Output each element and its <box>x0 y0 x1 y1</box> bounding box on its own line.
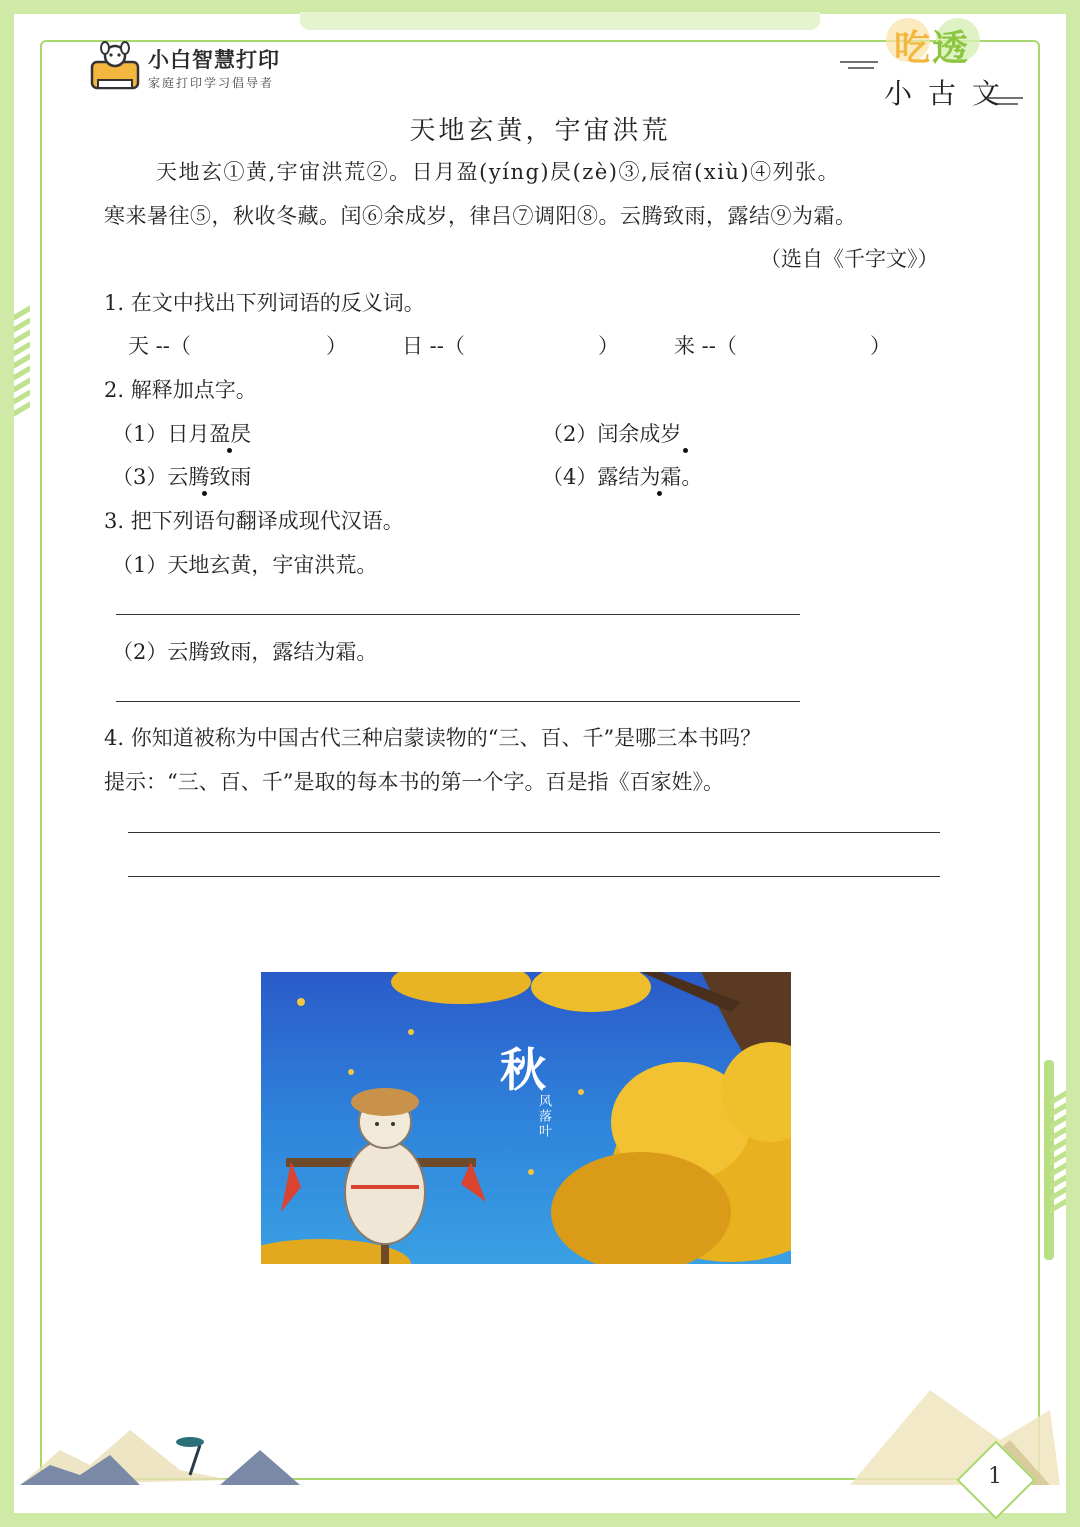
q2-item-4: （4）露结为霜。 <box>542 465 703 489</box>
logo-subtitle: 家庭打印学习倡导者 <box>148 75 275 90</box>
answer-line <box>128 832 940 833</box>
answer-line <box>128 876 940 877</box>
illustration-subtitle: 风落叶 <box>536 1094 551 1139</box>
autumn-illustration <box>261 972 791 1264</box>
emphasis-dot <box>683 448 688 453</box>
passage-line-1: 天地玄①黄,宇宙洪荒②。日月盈(yíng)昃(zè)③,辰宿(xiù)④列张。 <box>156 160 841 184</box>
brand-subtitle: 小古文 <box>884 77 1017 110</box>
q4-prompt: 4. 你知道被称为中国古代三种启蒙读物的“三、百、千”是哪三本书吗？ <box>104 726 762 750</box>
q3-prompt: 3. 把下列语句翻译成现代汉语。 <box>104 509 404 533</box>
brand-tou: 透 <box>932 28 971 69</box>
emphasis-dot <box>657 491 662 496</box>
q1-item-lai <box>674 330 737 360</box>
q3-item-2: （2）云腾致雨，露结为霜。 <box>112 640 378 664</box>
q2-item-3: （3）云腾致雨 <box>112 465 252 489</box>
autumn-scarecrow-image <box>261 972 791 1264</box>
q3-item-1: （1）天地玄黄，宇宙洪荒。 <box>112 553 378 577</box>
passage-line-2: 寒来暑往⑤，秋收冬藏。闰⑥余成岁，律吕⑦调阳⑧。云腾致雨，露结⑨为霜。 <box>104 204 857 228</box>
passage-source: （选自《千字文》） <box>760 247 939 271</box>
q1-close-2: ） <box>598 334 619 358</box>
q1-word: 天 --（ <box>128 334 191 358</box>
answer-line <box>116 614 800 615</box>
q2-item-1: （1）日月盈昃 <box>112 422 252 446</box>
mountain-landscape-decoration <box>0 1370 1080 1490</box>
q2-item-2: （2）闰余成岁 <box>542 422 682 446</box>
q1-prompt: 1. 在文中找出下列词语的反义词。 <box>104 291 425 315</box>
emphasis-dot <box>202 491 207 496</box>
printer-dog-icon <box>88 40 142 94</box>
frame-top-notch <box>300 12 820 30</box>
page-number: 1 <box>988 1464 1002 1489</box>
brand-chi-tou <box>894 20 970 71</box>
answer-line <box>116 701 800 702</box>
q1-close-3: ） <box>870 334 891 358</box>
series-brand <box>838 18 1028 108</box>
logo-title: 小白智慧打印 <box>148 47 280 72</box>
q1-item-tian <box>128 330 191 360</box>
brand-logo <box>88 40 280 94</box>
q2-prompt: 2. 解释加点字。 <box>104 378 257 402</box>
q1-close-1: ） <box>326 334 347 358</box>
illustration-title: 秋 <box>500 1043 546 1097</box>
page-title: 天地玄黄，宇宙洪荒 <box>409 116 671 146</box>
left-stripe-decoration <box>14 310 30 418</box>
q1-item-ri <box>402 330 465 360</box>
q4-hint: 提示：“三、百、千”是取的每本书的第一个字。百是指《百家姓》。 <box>104 770 724 794</box>
brand-chi: 吃 <box>894 28 933 69</box>
right-stripe-decoration <box>1050 1095 1066 1215</box>
q1-word: 日 --（ <box>402 334 465 358</box>
q1-word: 来 --（ <box>674 334 737 358</box>
emphasis-dot <box>227 448 232 453</box>
